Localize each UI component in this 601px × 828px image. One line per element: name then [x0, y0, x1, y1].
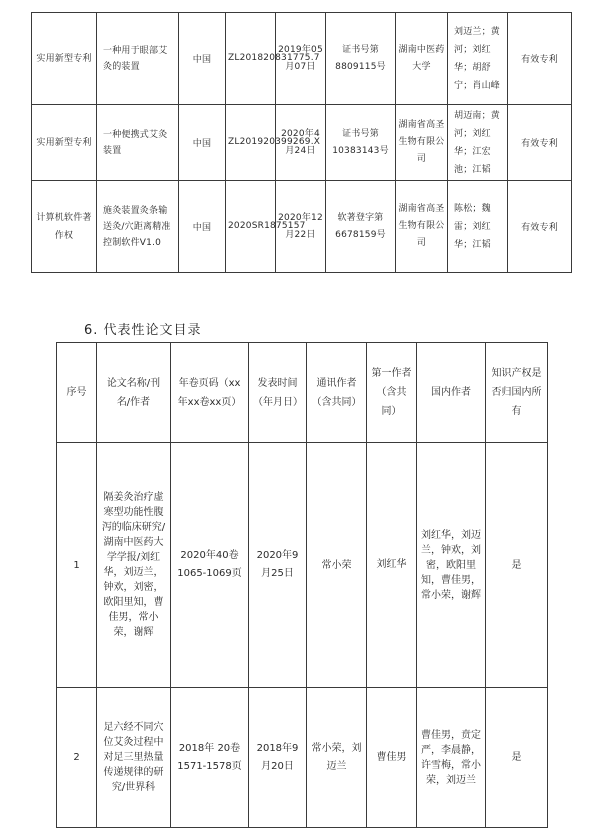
patent-type: 实用新型专利 — [32, 105, 97, 181]
patent-date: 2020年12月22日 — [276, 181, 326, 273]
paper-volume: 2018年 20卷1571-1578页 — [171, 688, 249, 828]
paper-domestic-authors: 曹佳男，贲定严，李晨静，许雪梅，常小荣，刘迈兰 — [417, 688, 486, 828]
patent-inventors: 陈松；魏雷；刘红华；江韬 — [448, 181, 508, 273]
paper-no: 1 — [57, 443, 97, 688]
patent-cert: 证书号第8809115号 — [326, 13, 396, 105]
patent-number: 2020SR1875157 — [226, 181, 276, 273]
patent-date: 2020年4月24日 — [276, 105, 326, 181]
header-ip: 知识产权是否归国内所有 — [486, 343, 548, 443]
patent-number: ZL201820831775.7 — [226, 13, 276, 105]
patent-status: 有效专利 — [508, 181, 572, 273]
patent-type: 计算机软件著作权 — [32, 181, 97, 273]
patent-inventors: 胡迈南；黄河；刘红华；江宏池；江韬 — [448, 105, 508, 181]
patent-type: 实用新型专利 — [32, 13, 97, 105]
patent-table — [31, 12, 572, 273]
paper-corresponding: 常小荣 — [307, 443, 367, 688]
patent-holder: 湖南中医药大学 — [396, 13, 448, 105]
section-heading: 6. 代表性论文目录 — [84, 323, 202, 338]
patent-inventors: 刘迈兰；黄河；刘红华；胡舒宁；肖山峰 — [448, 13, 508, 105]
patent-row — [32, 105, 572, 181]
paper-row — [57, 688, 548, 828]
paper-domestic-authors: 刘红华，刘迈兰，钟欢，刘密，欧阳里知，曹佳男，常小荣，谢辉 — [417, 443, 486, 688]
header-no: 序号 — [57, 343, 97, 443]
paper-row — [57, 443, 548, 688]
header-volume: 年卷页码（xx年xx卷xx页） — [171, 343, 249, 443]
header-title: 论文名称/刊名/作者 — [97, 343, 171, 443]
paper-header-row — [57, 343, 548, 443]
paper-date: 2020年9月25日 — [249, 443, 307, 688]
patent-cert: 软著登字第6678159号 — [326, 181, 396, 273]
paper-ip: 是 — [486, 443, 548, 688]
patent-name: 施灸装置灸条输送灸/穴距离精准控制软件V1.0 — [97, 181, 179, 273]
paper-volume: 2020年40卷1065-1069页 — [171, 443, 249, 688]
paper-first-author: 刘红华 — [367, 443, 417, 688]
patent-country: 中国 — [179, 181, 226, 273]
patent-name: 一种用于眼部艾灸的装置 — [97, 13, 179, 105]
patent-holder: 湖南省高圣生物有限公司 — [396, 181, 448, 273]
patent-row — [32, 181, 572, 273]
patent-name: 一种便携式艾灸装置 — [97, 105, 179, 181]
patent-status: 有效专利 — [508, 13, 572, 105]
patent-country: 中国 — [179, 105, 226, 181]
paper-corresponding: 常小荣，刘迈兰 — [307, 688, 367, 828]
patent-status: 有效专利 — [508, 105, 572, 181]
paper-title: 足六经不同穴位艾灸过程中对足三里热量传递规律的研究/世界科 — [97, 688, 171, 828]
header-corresponding: 通讯作者（含共同） — [307, 343, 367, 443]
paper-first-author: 曹佳男 — [367, 688, 417, 828]
patent-country: 中国 — [179, 13, 226, 105]
patent-cert: 证书号第10383143号 — [326, 105, 396, 181]
paper-title: 隔姜灸治疗虚寒型功能性腹泻的临床研究/湖南中医药大学学报/刘红华，刘迈兰，钟欢，刘密，欧阳里知，曹佳男，常小荣，谢辉 — [97, 443, 171, 688]
patent-holder: 湖南省高圣生物有限公司 — [396, 105, 448, 181]
paper-table — [56, 342, 548, 828]
paper-no: 2 — [57, 688, 97, 828]
header-date: 发表时间（年月日） — [249, 343, 307, 443]
paper-date: 2018年9月20日 — [249, 688, 307, 828]
patent-date: 2019年05月07日 — [276, 13, 326, 105]
patent-number: ZL201920399269.X — [226, 105, 276, 181]
patent-row — [32, 13, 572, 105]
header-domestic: 国内作者 — [417, 343, 486, 443]
paper-ip: 是 — [486, 688, 548, 828]
header-first-author: 第一作者（含共同） — [367, 343, 417, 443]
